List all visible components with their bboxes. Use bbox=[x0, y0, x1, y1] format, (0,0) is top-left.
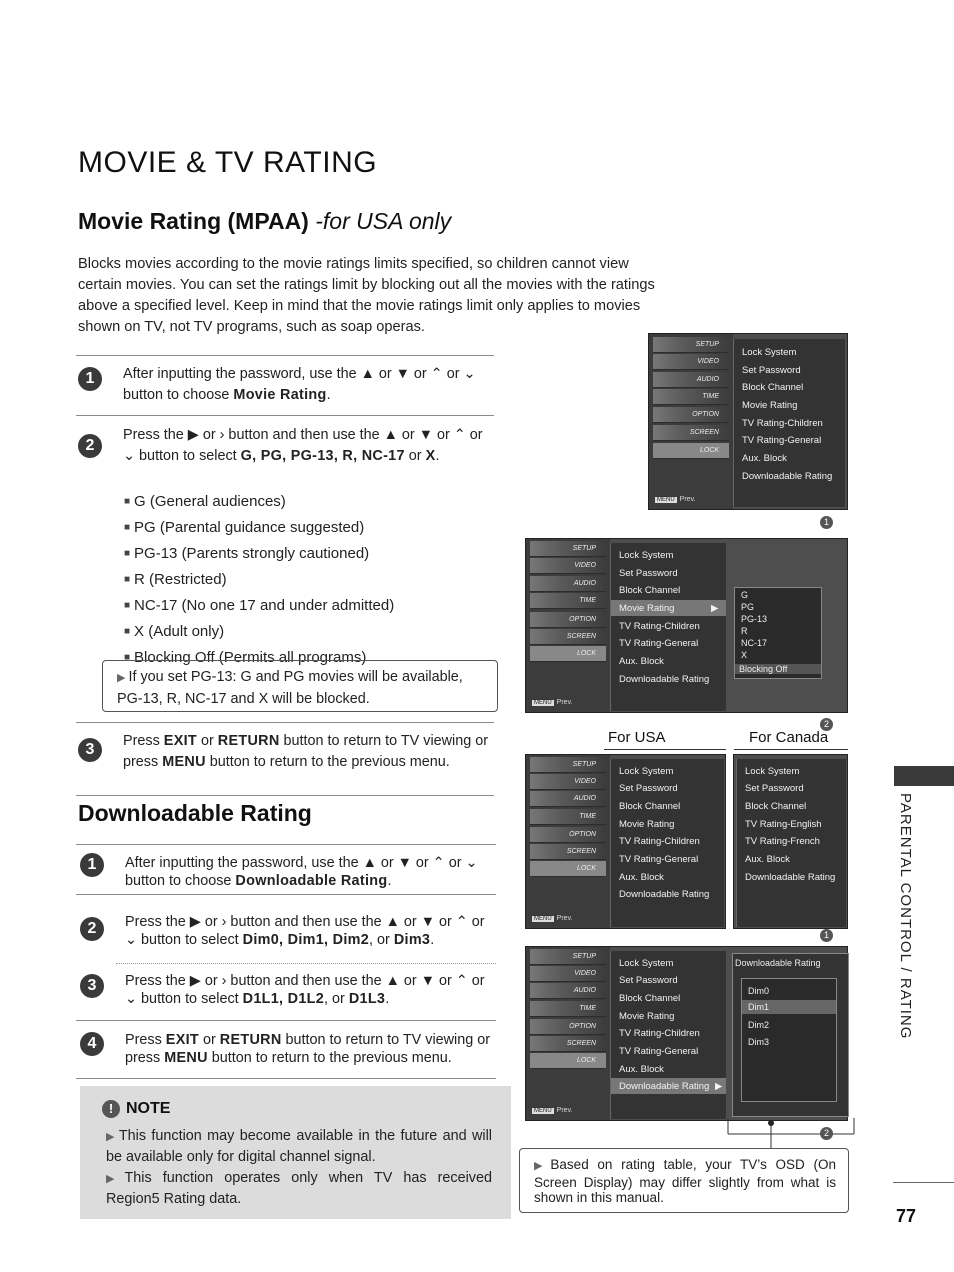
page-title: MOVIE & TV RATING bbox=[78, 146, 378, 179]
triangle-icon: ▶ bbox=[117, 672, 126, 684]
download-step-1: After inputting the password, use the ▲ or ▼ or ⌃ or ⌄ button to choose Downloadable Rating. bbox=[125, 855, 478, 889]
triangle-icon: ▶ bbox=[106, 1131, 116, 1143]
note-heading: ! NOTE bbox=[102, 1100, 170, 1118]
divider bbox=[734, 749, 848, 750]
tv-dim-panel: Downloadable Rating Dim0 Dim1 Dim2 Dim3 bbox=[732, 953, 849, 1117]
step-keyword: Movie Rating bbox=[233, 387, 327, 403]
download-step-3: Press the ▶ or › button and then use the ▲ or ▼ or ⌃ or ⌄ button to select D1L1, D1L2, or D1L3. bbox=[125, 973, 485, 1007]
triangle-icon: ▶ bbox=[106, 1173, 122, 1185]
for-usa-label: For USA bbox=[608, 729, 666, 746]
tv-tab: OPTION bbox=[653, 407, 729, 423]
movie-step-2 bbox=[123, 425, 488, 467]
divider bbox=[76, 355, 494, 356]
tv-prev-hint: MENU Prev. bbox=[534, 699, 573, 706]
option-item: ■ PG (Parental guidance suggested) bbox=[124, 519, 365, 536]
download-step-2: Press the ▶ or › button and then use the ▲ or ▼ or ⌃ or ⌄ button to select Dim0, Dim1, Dim2, or Dim3. bbox=[125, 914, 485, 948]
divider bbox=[893, 1182, 954, 1183]
step-number: 1 bbox=[80, 853, 104, 877]
step-keyword: G, PG, PG-13, R, NC-17 bbox=[240, 448, 405, 464]
triangle-icon: ▶ bbox=[534, 1160, 548, 1172]
section-tab-marker bbox=[894, 766, 954, 786]
callout-number: 1 bbox=[820, 929, 833, 942]
option-item: ■ G (General audiences) bbox=[124, 493, 286, 510]
tv-screen-usa bbox=[525, 754, 726, 929]
step-text: Press the ▶ or › button and then use the ▲ or ▼ or ⌃ or ⌄ button to select bbox=[123, 427, 483, 464]
note-text bbox=[106, 1126, 492, 1209]
tv-menu-panel: Lock System Set Password Block Channel Movie Rating ▶ TV Rating-Children TV Rating-General Aux. Block Downloadable Rating bbox=[610, 543, 726, 711]
divider bbox=[604, 749, 726, 750]
step-number: 3 bbox=[78, 738, 102, 762]
tv-side-menu: SETUP VIDEO AUDIO TIME OPTION SCREEN LOCK MENU Prev. bbox=[526, 947, 610, 1120]
for-canada-label: For Canada bbox=[749, 729, 829, 746]
option-item: ■ Blocking Off (Permits all programs) bbox=[124, 649, 367, 666]
movie-step-1 bbox=[123, 364, 488, 406]
movie-rating-heading-text: Movie Rating (MPAA) bbox=[78, 208, 309, 234]
movie-rating-heading bbox=[78, 208, 451, 235]
tv-prev-hint: MENU Prev. bbox=[657, 496, 696, 503]
tv-tab: VIDEO bbox=[653, 354, 729, 370]
tv-screen-usa-canada bbox=[525, 754, 848, 929]
divider bbox=[76, 1078, 496, 1079]
tv-dim-options: Dim0 Dim1 Dim2 Dim3 bbox=[741, 978, 837, 1102]
tv-screen-downloadable bbox=[525, 946, 848, 1121]
option-item: ■ R (Restricted) bbox=[124, 571, 227, 588]
divider bbox=[76, 844, 496, 845]
arrow-right-icon: ▶ bbox=[711, 603, 719, 614]
note-box bbox=[80, 1086, 511, 1219]
movie-rating-intro: Blocks movies according to the movie ratings limits specified, so children cannot view certain movies. You can set the ratings limit by blocking out all the movies with the ratings above a specified level. Keep in mind that the movie ratings limit only applies to movies shown on TV, not TV programs, such as soap operas. bbox=[78, 256, 655, 335]
divider bbox=[76, 795, 494, 796]
downloadable-rating-heading: Downloadable Rating bbox=[78, 800, 312, 826]
osd-note-box bbox=[519, 1148, 849, 1213]
tv-menu-panel: Lock System Set Password Block Channel Movie Rating TV Rating-Children TV Rating-General Aux. Block Downloadable Rating bbox=[610, 759, 724, 927]
divider bbox=[76, 1020, 496, 1021]
tv-screen-movie-rating bbox=[525, 538, 848, 713]
tv-side-menu: SETUP VIDEO AUDIO TIME OPTION SCREEN LOCK MENU Prev. bbox=[526, 539, 610, 712]
tv-screen-canada bbox=[733, 754, 848, 929]
step-number: 1 bbox=[78, 367, 102, 391]
tv-tab: SCREEN bbox=[653, 425, 729, 441]
callout-connector bbox=[726, 1118, 856, 1148]
step-text: . bbox=[326, 387, 331, 403]
tv-movie-options: G PG PG-13 R NC-17 X Blocking Off bbox=[734, 587, 822, 679]
tv-menu-panel: Lock System Set Password Block Channel TV Rating-English TV Rating-French Aux. Block Downloadable Rating bbox=[736, 759, 846, 927]
divider bbox=[76, 415, 494, 416]
step-text: or bbox=[404, 448, 426, 464]
tv-prev-hint: MENU Prev. bbox=[534, 915, 573, 922]
divider bbox=[76, 894, 496, 895]
tv-menu-panel: Lock System Set Password Block Channel Movie Rating TV Rating-Children TV Rating-General Aux. Block Downloadable Rating bbox=[733, 339, 845, 507]
divider bbox=[76, 722, 494, 723]
tv-tab: AUDIO bbox=[653, 372, 729, 388]
step-text: . bbox=[435, 448, 440, 464]
movie-step-3: Press EXIT or RETURN button to return to TV viewing or press MENU button to return to the previous menu. bbox=[123, 733, 489, 770]
tv-prev-hint: MENU Prev. bbox=[534, 1107, 573, 1114]
tv-side-menu bbox=[649, 334, 733, 509]
tv-tab: TIME bbox=[653, 389, 729, 405]
callout-number: 2 bbox=[820, 718, 833, 731]
step-number: 4 bbox=[80, 1032, 104, 1056]
section-sidebar-label: PARENTAL CONTROL / RATING bbox=[897, 793, 914, 1040]
movie-rating-heading-suffix: -for USA only bbox=[308, 208, 452, 234]
tv-screen-lock-menu bbox=[648, 333, 848, 510]
tv-tab: SETUP bbox=[653, 337, 729, 353]
option-item: ■ NC-17 (No one 17 and under admitted) bbox=[124, 597, 395, 614]
tip-text: If you set PG-13: G and PG movies will be available, PG-13, R, NC-17 and X will be blocked. bbox=[117, 669, 463, 707]
option-item: ■ PG-13 (Parents strongly cautioned) bbox=[124, 545, 370, 562]
page-number: 77 bbox=[896, 1206, 917, 1226]
download-step-4: Press EXIT or RETURN button to return to TV viewing or press MENU button to return to the previous menu. bbox=[125, 1032, 491, 1066]
step-number: 3 bbox=[80, 974, 104, 998]
option-item: ■ X (Adult only) bbox=[124, 623, 225, 640]
osd-note-text: Based on rating table, your TV’s OSD (On Screen Display) may differ slightly from what is shown in this manual. bbox=[534, 1157, 836, 1205]
movie-tip-box bbox=[102, 660, 498, 712]
step-text: After inputting the password, use the ▲ or ▼ or ⌃ or ⌄ button to choose bbox=[123, 366, 476, 403]
dotted-divider bbox=[116, 963, 496, 964]
note-item: ▶ This function may become available in the future and will be available only for digital channel signal. bbox=[106, 1128, 492, 1165]
movie-rating-options bbox=[124, 490, 394, 672]
exclamation-icon: ! bbox=[102, 1100, 120, 1118]
arrow-right-icon: ▶ bbox=[715, 1081, 723, 1092]
callout-number: 1 bbox=[820, 516, 833, 529]
step-number: 2 bbox=[78, 434, 102, 458]
tv-menu-panel: Lock System Set Password Block Channel Movie Rating TV Rating-Children TV Rating-General Aux. Block Downloadable Rating ▶ bbox=[610, 951, 726, 1119]
step-keyword: X bbox=[425, 448, 436, 464]
step-number: 2 bbox=[80, 917, 104, 941]
tv-side-menu: SETUP VIDEO AUDIO TIME OPTION SCREEN LOCK MENU Prev. bbox=[526, 755, 610, 928]
tv-tab-active: LOCK bbox=[653, 443, 729, 459]
note-item: ▶ This function operates only when TV has received Region5 Rating data. bbox=[106, 1170, 492, 1207]
callout-number: 2 bbox=[820, 1127, 833, 1140]
